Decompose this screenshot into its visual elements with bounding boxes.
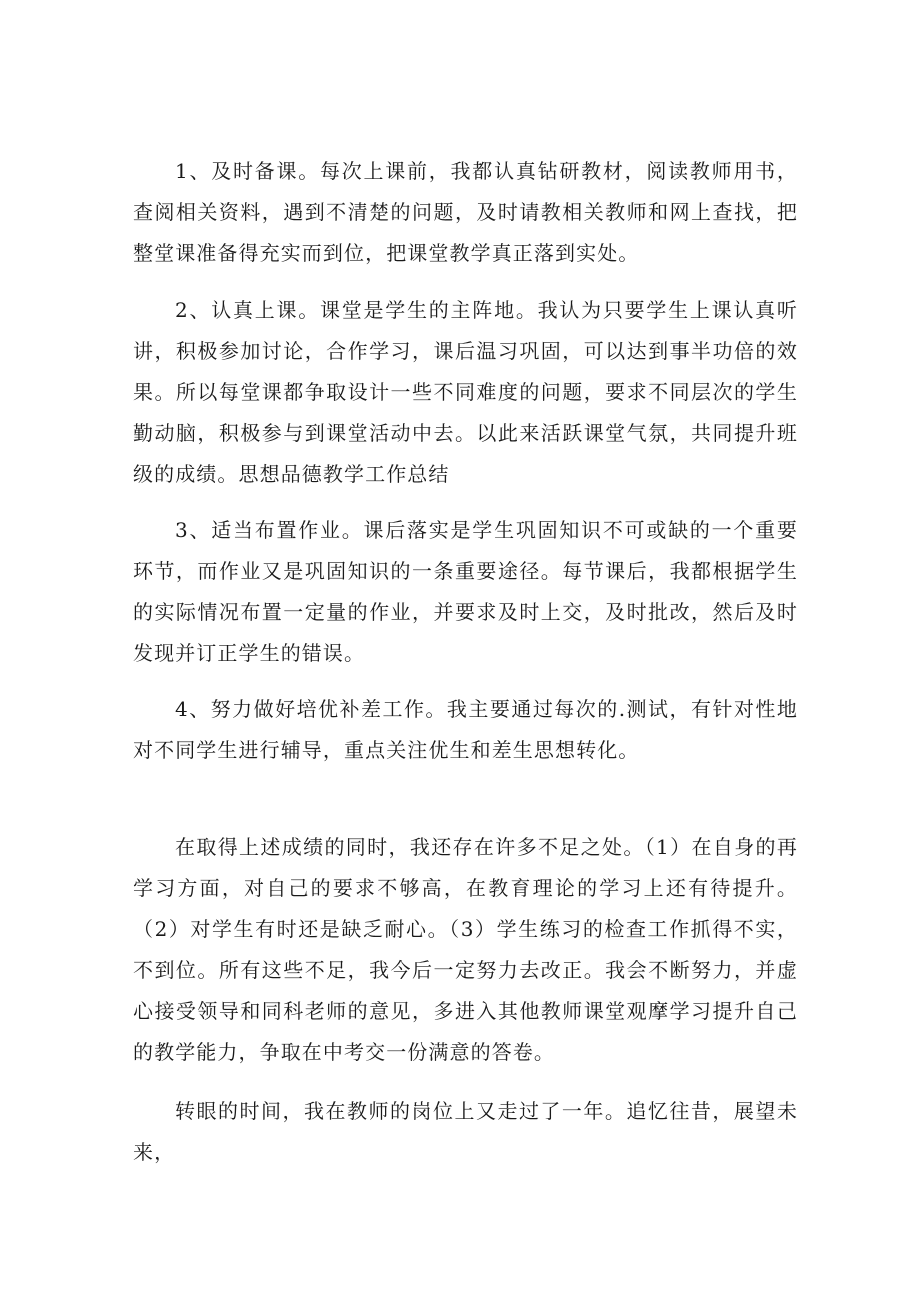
paragraph-homework: 3、适当布置作业。课后落实是学生巩固知识不可或缺的一个重要环节，而作业又是巩固知识的一条重要途径。每节课后，我都根据学生的实际情况布置一定量的作业，并要求及时上交，及时批改，然后及时发现并订正学生的错误。 [133,518,798,665]
paragraph-classroom-teaching: 2、认真上课。课堂是学生的主阵地。我认为只要学生上课认真听讲，积极参加讨论，合作学习，课后温习巩固，可以达到事半功倍的效果。所以每堂课都争取设计一些不同难度的问题，要求不同层次的学生勤动脑，积极参与到课堂活动中去。以此来活跃课堂气氛，共同提升班级的成绩。思想品德教学工作总结 [133,298,798,486]
paragraph-tutoring: 4、努力做好培优补差工作。我主要通过每次的.测试，有针对性地对不同学生进行辅导，重点关注优生和差生思想转化。 [133,697,798,762]
paragraph-shortcomings: 在取得上述成绩的同时，我还存在许多不足之处。（1）在自身的再学习方面，对自己的要求不够高，在教育理论的学习上还有待提升。（2）对学生有时还是缺乏耐心。（3）学生练习的检查工作抓得不实，不到位。所有这些不足，我今后一定努力去改正。我会不断努力，并虚心接受领导和同科老师的意见，多进入其他教师课堂观摩学习提升自己的教学能力，争取在中考交一份满意的答卷。 [133,835,798,1064]
paragraph-lesson-preparation: 1、及时备课。每次上课前，我都认真钻研教材，阅读教师用书，查阅相关资料，遇到不清楚的问题，及时请教相关教师和网上查找，把整堂课准备得充实而到位，把课堂教学真正落到实处。 [133,159,798,265]
paragraph-reflection: 转眼的时间，我在教师的岗位上又走过了一年。追忆往昔，展望未来， [133,1099,798,1164]
